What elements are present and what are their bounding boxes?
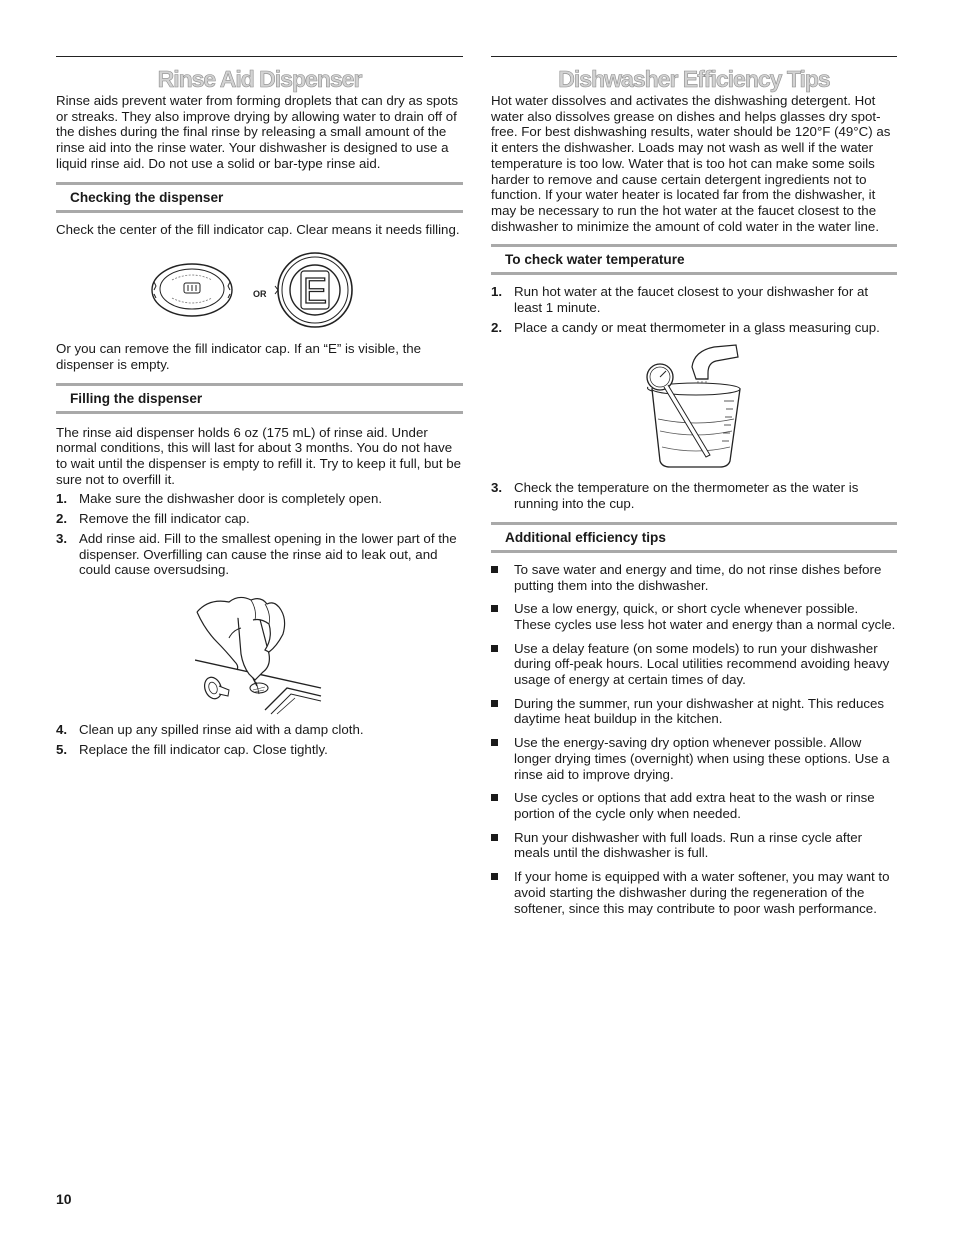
filling-step: 1. Make sure the dishwasher door is completely open.	[56, 491, 383, 507]
filling-dispenser-heading: Filling the dispenser	[56, 383, 463, 414]
temperature-check-list	[491, 480, 897, 511]
left-column	[56, 56, 463, 757]
left-top-rule	[56, 56, 463, 57]
temperature-step: 1. Run hot water at the faucet closest to your dishwasher for at least 1 minute.	[491, 284, 869, 316]
tip-item: If your home is equipped with a water softener, you may want to avoid starting the dishwasher during the regeneration of the softener, since this may contribute to poor wash performance.	[491, 869, 897, 916]
remove-cap-text: Or you can remove the fill indicator cap. If an “E” is visible, the dispenser is empty.	[56, 341, 422, 372]
tip-item: Use the energy-saving dry option whenever possible. Allow longer drying times (overnight) when using these options. Use a rinse aid to improve drying.	[491, 735, 897, 782]
filling-step: 3. Add rinse aid. Fill to the smallest opening in the lower part of the dispenser. Overfilling can cause the rinse aid to leak out, and could cause oversudsing.	[56, 530, 457, 578]
tip-item: To save water and energy and time, do not rinse dishes before putting them into the dishwasher.	[491, 562, 897, 593]
filling-dispenser-text: The rinse aid dispenser holds 6 oz (175 mL) of rinse aid. Under normal conditions, this will last for about 3 months. You do not have to wait until the dispenser is empty to refill it. Try to keep it full, but be sure not to overfill it.	[56, 424, 462, 487]
efficiency-tips-title: Dishwasher Efficiency Tips	[558, 66, 830, 92]
thermometer-in-cup-illustration	[644, 343, 744, 473]
bullet-square-icon	[491, 566, 498, 573]
tip-item: Run your dishwasher with full loads. Run a rinse cycle after meals until the dishwasher is full.	[491, 830, 897, 861]
temperature-step: 3. Check the temperature on the thermometer as the water is running into the cup.	[491, 480, 859, 512]
right-top-rule	[491, 56, 897, 57]
tip-item: Use a low energy, quick, or short cycle whenever possible. These cycles use less hot water and energy than a normal cycle.	[491, 601, 897, 632]
bullet-square-icon	[491, 834, 498, 841]
right-column	[491, 56, 897, 916]
or-label: OR	[252, 289, 266, 300]
checking-dispenser-text: Check the center of the fill indicator cap. Clear means it needs filling.	[56, 221, 460, 237]
fill-indicator-cap-illustration	[150, 246, 370, 336]
additional-tips-heading: Additional efficiency tips	[491, 522, 897, 553]
filling-step: 5. Replace the fill indicator cap. Close tightly.	[56, 741, 328, 757]
bullet-square-icon	[491, 700, 498, 707]
checking-dispenser-heading: Checking the dispenser	[56, 182, 463, 213]
rinse-aid-title: Rinse Aid Dispenser	[157, 66, 362, 92]
tip-item: Use cycles or options that add extra heat to the wash or rinse portion of the cycle only when needed.	[491, 790, 897, 821]
tip-item: Use a delay feature (on some models) to run your dishwasher during off-peak hours. Local utilities recommend avoiding heavy usage of energy at certain times of day.	[491, 641, 897, 688]
closing-steps-list	[56, 722, 463, 757]
cap-e-letter: E	[302, 270, 327, 312]
bullet-square-icon	[491, 794, 498, 801]
water-temperature-heading: To check water temperature	[491, 244, 897, 275]
pouring-rinse-aid-illustration	[195, 590, 325, 716]
efficiency-intro: Hot water dissolves and activates the dishwashing detergent. Hot water also dissolves grease on dishes and helps glasses dry spot-free. For best dishwashing results, water should be 120°F (49°C) as it enters the dishwasher. Loads may not wash as well if the water temperature is too low. Water that is too hot can make some soils harder to remove and cause certain detergent ingredients not to function. If your water heater is located far from the dishwasher, it may be necessary to run the hot water at the faucet closest to the dishwasher to minimize the amount of cold water in the water line.	[491, 93, 891, 234]
bullet-square-icon	[491, 873, 498, 880]
filling-step: 4. Clean up any spilled rinse aid with a damp cloth.	[56, 721, 364, 737]
bullet-square-icon	[491, 605, 498, 612]
filling-step: 2. Remove the fill indicator cap.	[56, 511, 250, 527]
bullet-square-icon	[491, 645, 498, 652]
rinse-aid-cap-icon	[152, 264, 232, 316]
temperature-step: 2. Place a candy or meat thermometer in a glass measuring cup.	[491, 319, 880, 335]
efficiency-tips-list	[491, 562, 897, 916]
rinse-aid-intro: Rinse aids prevent water from forming droplets that can dry as spots or streaks. They also improve drying by allowing water to drain off of the dishes during the final rinse by releasing a small amount of the rinse aid into the rinse water. Your dishwasher is designed to use a liquid rinse aid. Do not use a solid or bar-type rinse aid.	[56, 93, 459, 171]
temperature-steps-list	[491, 284, 897, 335]
tip-item: During the summer, run your dishwasher at night. This reduces daytime heat buildup in the kitchen.	[491, 696, 897, 727]
page-number: 10	[56, 1191, 72, 1207]
bullet-square-icon	[491, 739, 498, 746]
filling-steps-list	[56, 491, 463, 578]
